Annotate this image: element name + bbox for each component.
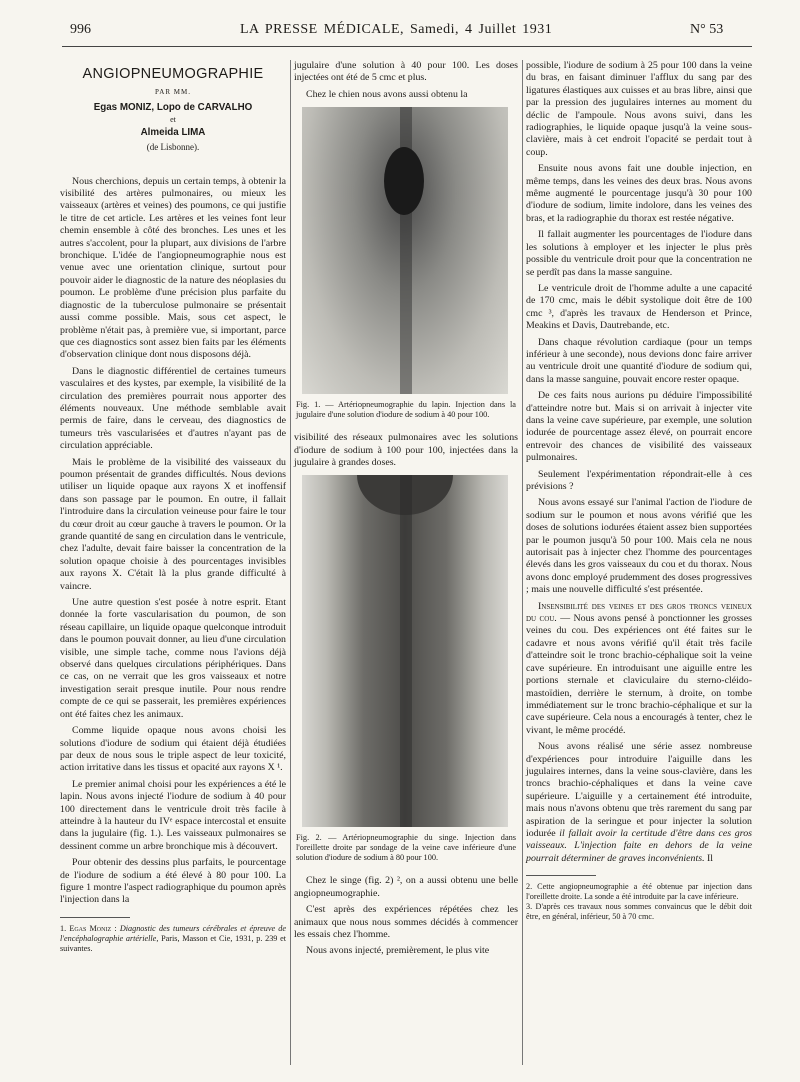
header-rule <box>62 46 752 47</box>
figure-2-caption <box>296 833 516 863</box>
column-divider-2 <box>522 60 523 1065</box>
paragraph: Pour obtenir des dessins plus parfaits, le pourcentage de l'iodure de sodium a été élevé à 80 pour 100. La figure 1 montre l'aspect radiographique du poumon après l'injection dans la <box>60 857 286 906</box>
column-2 <box>294 60 518 962</box>
last-paragraph-end: Il <box>704 852 714 864</box>
issue-number: N° 53 <box>690 22 724 37</box>
paragraph: C'est après des expériences répétées chez les animaux que nous nous sommes décidés à commencer les essais chez l'homme. <box>294 904 518 941</box>
footnote-rule <box>60 917 130 918</box>
paragraph: Chez le chien nous avons aussi obtenu la <box>306 88 468 100</box>
column-1 <box>60 60 286 954</box>
section-heading: Insensibilité des veines et des gros troncs veineux du cou. <box>526 600 752 625</box>
figure-1 <box>294 107 518 428</box>
paragraph <box>526 741 752 865</box>
authors-line-2: Almeida LIMA <box>140 127 206 139</box>
paragraph: Nous avons essayé sur l'animal l'action de l'iodure de sodium sur le poumon et nous avons vérifié que les doses de solutions iodurées étaient assez bien supportées par le poumon jusqu'à 50 pour 100. Mais cela ne nous autorisait pas à injecter chez l'homme des pourcentages élevés dans les gros vaisseaux du cou et du thorax. Nous avons donc employé prudemment des doses progressives ; mais une nouvelle difficulté s'est présentée. <box>526 497 752 596</box>
figure-1-heart-shadow <box>384 147 424 215</box>
column-3 <box>526 60 752 922</box>
paragraph: visibilité des réseaux pulmonaires avec les solutions d'iodure de sodium à 100 pour 100, injectées dans la jugulaire à grandes doses. <box>294 432 518 469</box>
paragraph: Le premier animal choisi pour les expériences a été le lapin. Nous avons injecté l'iodure de sodium à 40 pour 100 directement dans le ventricule droit très facile à atteindre à la hauteur du IVᵉ espace intercostal et ensuite dans la jugulaire (fig. 1.). Les vaisseaux pulmonaires se dessinent comme un arbre bronchique mis à découvert. <box>60 778 286 852</box>
paragraph: Dans chaque révolution cardiaque (pour un temps inférieur à une seconde), nous devions donc faire arriver au ventricule droit une quantité d'iodure de sodium qui, dans la masse sanguine, pouvait encore rester opaque. <box>526 336 752 385</box>
footnote-1 <box>60 924 286 954</box>
figure-2 <box>294 475 518 871</box>
footnote-1-title: Diagnostic des tumeurs cérébrales et épreuve de l'encéphalographie artérielle <box>60 923 287 943</box>
journal-title: LA PRESSE MÉDICALE, Samedi, 4 Juillet 1931 <box>240 22 553 37</box>
paragraph: Nous cherchions, depuis un certain temps, à obtenir la visibilité des artères pulmonaires, ou mieux les vaisseaux (artères et veines) des poumons, ce qui justifie le titre de cet article. Les artères et les veines font leur chemin ensemble à côté des bronches. Les unes et les autres s'accolent, pour la plupart, aux divisions de l'arbre bronchique. L'idée de l'angiopneumographie nous est venue avec une orientation clinique, surtout pour pouvoir aider le diagnostic de la nature des néoplasies du poumon. Le problème d'une précision plus parfaite du diagnostic de la tuberculose pulmonaire se présentait aussi comme possible. Mais, sous cet aspect, le problème n'était pas, à première vue, si important, parce que ces diagnostics sont assez bien faits par les éléments d'observation clinique dont nous disposons déjà. <box>60 175 286 361</box>
par-label: PAR MM. <box>155 88 191 97</box>
figure-2-spine-shadow <box>400 475 412 827</box>
footnote-rule <box>526 875 596 876</box>
affiliation: (de Lisbonne). <box>146 142 200 153</box>
column-divider-1 <box>290 60 291 1065</box>
figure-2-label: Fig. 2. <box>296 833 322 843</box>
paragraph: Nous avons injecté, premièrement, le plus vite <box>306 945 490 957</box>
paragraph: jugulaire d'une solution à 40 pour 100. Les doses injectées ont été de 5 cmc et plus. <box>294 60 518 84</box>
footnote-1-label: 1. Egas Moniz : <box>60 923 117 933</box>
paragraph: Il fallait augmenter les pourcentages de l'iodure dans les solutions à employer et les injecter le plus près possible du ventricule droit pour que la concentration ne se perdît pas dans la masse sanguine. <box>526 229 752 278</box>
authors-line-1: Egas MONIZ, Lopo de CARVALHO <box>93 101 253 113</box>
figure-2-caption-text: — Artériopneumographie du singe. Injection dans l'oreillette droite par sondage de la veine cave inférieure d'une solution d'iodure de sodium à 80 pour 100. <box>296 833 517 863</box>
paragraph: possible, l'iodure de sodium à 25 pour 100 dans la veine du bras, en faisant diminuer l'afflux du sang par des ligatures élastiques aux cuisses et au bras libre, ainsi que par la pression des jugulaires internes au moment du déclic de l'ampoule. Nous avons suivi, dans les radiographies, le liquide opaque jusqu'à la veine sous-clavière, mais à cet endroit l'opacité se perdait tout à coup. <box>526 60 752 158</box>
figure-1-caption <box>296 400 516 420</box>
figure-1-label: Fig. 1. <box>296 400 321 410</box>
section-paragraph <box>526 601 752 737</box>
last-paragraph-italic: il fallait avoir la certitude d'être dans ces gros vaisseaux. L'injection faite en dehors de la veine pourrait déterminer de graves inconvénients. <box>526 827 752 864</box>
article-title: ANGIOPNEUMOGRAPHIE <box>82 66 264 82</box>
authors-et: et <box>170 114 176 124</box>
paragraph: De ces faits nous aurions pu déduire l'impossibilité d'atteindre notre but. Mais si on arrivait à injecter vite dans la veine cave supérieure, par exemple, une solution iodurée de pourcentage assez élevé, on pourrait encore entrevoir des chances de visibilité des vaisseaux pulmonaires. <box>526 390 752 464</box>
footnote-3: 3. D'après ces travaux nous sommes convaincus que le débit doit être, en général, inférieur, 50 à 70 cmc. <box>526 902 752 922</box>
figure-1-caption-text: — Artériopneumographie du lapin. Injection dans la jugulaire d'une solution d'iodure de sodium à 40 pour 100. <box>296 400 516 420</box>
page-header <box>0 0 800 48</box>
paragraph: Mais le problème de la visibilité des vaisseaux du poumon présentait de grandes difficultés. Nous devions utiliser un liquide opaque aux rayons X et inoffensif dans son passage par le poumon. En outre, il fallait l'introduire dans la circulation veineuse pour faire le tour du cœur droit au cœur gauche à travers le poumon. Or la grande quantité de sang en circulation dans le ventricule, chez l'adulte, devait faire baisser la concentration de la solution opaque choisie à des pourcentages invisibles aux rayons X. C'était là la plus grande difficulté à vaincre. <box>60 456 286 592</box>
last-paragraph-start: Nous avons réalisé une série assez nombreuse d'expériences pour introduire l'aiguille dans les jugulaires internes, dans la veine sous-clavière, dans les troncs brachio-céphaliques et dans la veine cave supérieure. L'aiguille y a certainement été introduite, mais nous n'avons obtenu que très rarement du sang par aspiration de la seringue et pour injecter la solution iodurée <box>526 741 752 839</box>
section-text: — Nous avons pensé à ponctionner les grosses veines du cou. Des expériences ont été faites sur le cadavre et nous avons vérifié qu'il était très facile d'atteindre soit le tronc brachio-céphalique soit la veine cave supérieure. En introduisant une aiguille entre les portions sternale et claviculaire du sterno-cléido-mastoïdien, derrière le sternum, à droite, on tombe immédiatement sur le tronc brachio-céphalique et sur la cave supérieure. Cela nous a encouragés à tenter, chez le vivant, le même procédé. <box>526 613 752 736</box>
paragraph: Comme liquide opaque nous avons choisi les solutions d'iodure de sodium qui étaient déjà étudiées par deux de nous sous le triple aspect de leur toxicité, action irritative dans les tissus et opacité aux rayons X ¹. <box>60 725 286 774</box>
paragraph: Seulement l'expérimentation répondrait-elle à ces prévisions ? <box>526 468 752 492</box>
figure-2-xray-image <box>302 475 508 827</box>
page-number: 996 <box>70 22 91 37</box>
paragraph: Ensuite nous avons fait une double injection, en même temps, dans les veines des deux bras. Nous avons même augmenté le pourcentage jusqu'à 30 pour 100 d'iodure de sodium, limite indolore, dans les veines des bras, et la radiographie du thorax est restée négative. <box>526 163 752 224</box>
footnote-1-rest: , Paris, Masson et Cie, 1931, p. 239 et suivantes. <box>60 933 287 953</box>
paragraph: Le ventricule droit de l'homme adulte a une capacité de 170 cmc, mais le débit systolique doit être de 100 cmc ³, d'après les travaux de Henderson et Prince, Meakins et Davis, Dautrebande, etc. <box>526 282 752 332</box>
paragraph: Dans le diagnostic différentiel de certaines tumeurs vasculaires et des kystes, par exemple, la visibilité de la circulation des premières pourrait nous apporter des éléments nouveaux. Une méthode semblable avait permis de faire, dans le cerveau, des diagnostics de tumeurs très vascularisées et d'autres n'ayant pas de circulation appréciable. <box>60 365 286 452</box>
paragraph: Une autre question s'est posée à notre esprit. Etant donnée la forte vascularisation du poumon, de son réseau capillaire, un liquide opaque quelconque introduit dans le poumon pouvait donner, au lieu d'une circulation visible, une simple tache, comme nous l'avions déjà observé dans quelques circulations périphériques. Dans ce cas, on ne verrait que les gros vaisseaux et notre investigation serait presque inutile. Pour nous rendre compte de ce qui se passerait, les premières expériences ont été faites chez les animaux. <box>60 597 286 720</box>
paragraph: Chez le singe (fig. 2) ², on a aussi obtenu une belle angiopneumographie. <box>294 875 518 899</box>
figure-1-xray-image <box>302 107 508 394</box>
footnote-2: 2. Cette angiopneumographie a été obtenue par injection dans l'oreillette droite. La sonde a été introduite par la cave inférieure. <box>526 882 752 902</box>
